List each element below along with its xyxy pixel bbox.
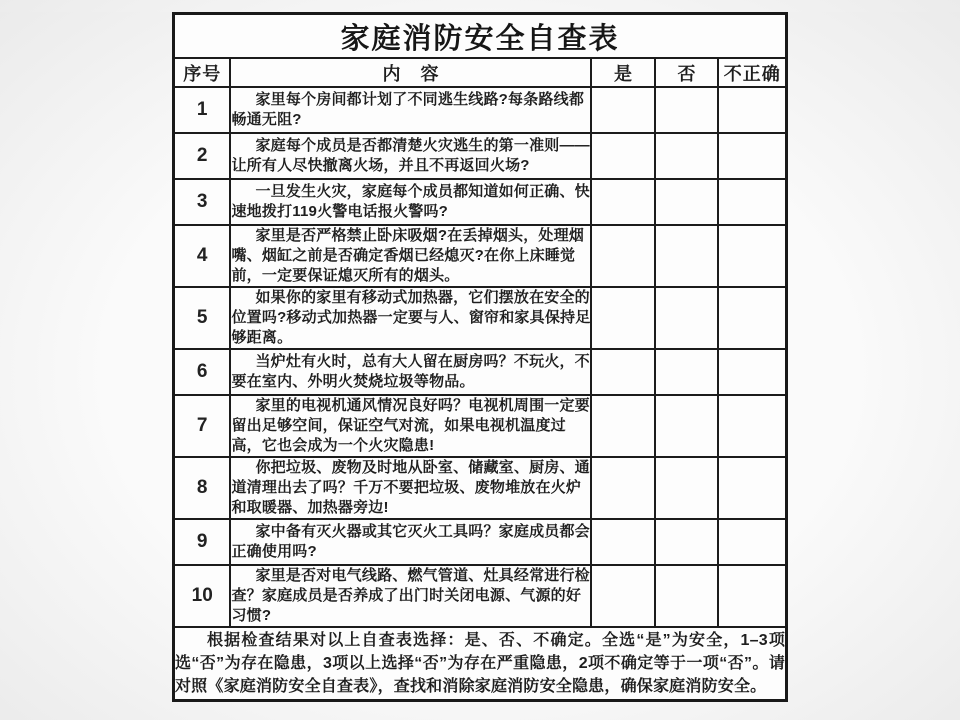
row-content xyxy=(230,287,591,349)
row-content-text: 家里是否对电气线路、燃气管道、灶具经常进行检查？家庭成员是否养成了出门时关闭电源、气源的好习惯? xyxy=(231,567,590,624)
no-cell xyxy=(655,519,718,565)
row-number: 1 xyxy=(173,87,230,133)
row-content xyxy=(230,87,591,133)
incorrect-cell xyxy=(718,179,786,225)
footer-row xyxy=(173,627,786,701)
incorrect-cell xyxy=(718,565,786,627)
yes-cell xyxy=(591,395,655,457)
table-row xyxy=(173,565,786,627)
no-cell xyxy=(655,349,718,395)
incorrect-cell xyxy=(718,395,786,457)
table-row xyxy=(173,395,786,457)
title-row xyxy=(173,14,786,59)
no-cell xyxy=(655,565,718,627)
incorrect-cell xyxy=(718,225,786,287)
yes-cell xyxy=(591,287,655,349)
row-number: 4 xyxy=(173,225,230,287)
row-number: 9 xyxy=(173,519,230,565)
yes-cell xyxy=(591,87,655,133)
row-number: 5 xyxy=(173,287,230,349)
document-page xyxy=(0,12,960,720)
column-header-yes: 是 xyxy=(591,58,655,87)
incorrect-cell xyxy=(718,287,786,349)
table-row xyxy=(173,287,786,349)
incorrect-cell xyxy=(718,457,786,519)
no-cell xyxy=(655,225,718,287)
row-number: 3 xyxy=(173,179,230,225)
row-content xyxy=(230,133,591,179)
no-cell xyxy=(655,179,718,225)
fire-safety-checklist-table xyxy=(172,12,788,702)
row-content-text: 你把垃圾、废物及时地从卧室、储藏室、厨房、通道清理出去了吗？千万不要把垃圾、废物堆放在火炉和取暖器、加热器旁边! xyxy=(231,459,590,516)
column-header-incorrect: 不正确 xyxy=(718,58,786,87)
yes-cell xyxy=(591,133,655,179)
column-header-no: 否 xyxy=(655,58,718,87)
column-header-number: 序号 xyxy=(173,58,230,87)
row-content xyxy=(230,179,591,225)
row-content xyxy=(230,349,591,395)
column-header-content: 内 容 xyxy=(230,58,591,87)
row-content-text: 家庭每个成员是否都清楚火灾逃生的第一准则——让所有人尽快撤离火场，并且不再返回火场? xyxy=(231,137,590,174)
row-content-text: 家中备有灭火器或其它灭火工具吗？家庭成员都会正确使用吗? xyxy=(231,523,590,560)
table-row xyxy=(173,519,786,565)
row-number: 6 xyxy=(173,349,230,395)
incorrect-cell xyxy=(718,133,786,179)
row-content xyxy=(230,225,591,287)
no-cell xyxy=(655,87,718,133)
yes-cell xyxy=(591,225,655,287)
yes-cell xyxy=(591,565,655,627)
row-content-text: 家里每个房间都计划了不同逃生线路?每条路线都畅通无阻? xyxy=(231,91,585,128)
row-content-text: 当炉灶有火时，总有大人留在厨房吗？不玩火，不要在室内、外明火焚烧垃圾等物品。 xyxy=(231,353,590,390)
table-row xyxy=(173,87,786,133)
incorrect-cell xyxy=(718,519,786,565)
row-content xyxy=(230,519,591,565)
row-content xyxy=(230,395,591,457)
table-row xyxy=(173,457,786,519)
row-content-text: 一旦发生火灾，家庭每个成员都知道如何正确、快速地拨打119火警电话报火警吗? xyxy=(231,183,590,220)
column-header-row xyxy=(173,58,786,87)
yes-cell xyxy=(591,519,655,565)
row-number: 7 xyxy=(173,395,230,457)
no-cell xyxy=(655,457,718,519)
table-row xyxy=(173,179,786,225)
row-number: 2 xyxy=(173,133,230,179)
row-content xyxy=(230,457,591,519)
yes-cell xyxy=(591,349,655,395)
no-cell xyxy=(655,133,718,179)
row-content xyxy=(230,565,591,627)
yes-cell xyxy=(591,457,655,519)
footer-note-text: 根据检查结果对以上自查表选择：是、否、不确定。全选“是”为安全，1–3项选“否”为存在隐患，3项以上选择“否”为存在严重隐患，2项不确定等于一项“否”。请对照《家庭消防安全自查表》，查找和消除家庭消防安全隐患，确保家庭消防安全。 xyxy=(174,632,786,695)
no-cell xyxy=(655,287,718,349)
row-number: 10 xyxy=(173,565,230,627)
table-row xyxy=(173,225,786,287)
table-row xyxy=(173,349,786,395)
no-cell xyxy=(655,395,718,457)
table-row xyxy=(173,133,786,179)
yes-cell xyxy=(591,179,655,225)
row-number: 8 xyxy=(173,457,230,519)
incorrect-cell xyxy=(718,349,786,395)
row-content-text: 家里是否严格禁止卧床吸烟?在丢掉烟头，处理烟嘴、烟缸之前是否确定香烟已经熄灭?在你上床睡觉前，一定要保证熄灭所有的烟头。 xyxy=(231,227,585,284)
row-content-text: 如果你的家里有移动式加热器，它们摆放在安全的位置吗?移动式加热器一定要与人、窗帘和家具保持足够距离。 xyxy=(231,289,591,346)
row-content-text: 家里的电视机通风情况良好吗？电视机周围一定要留出足够空间，保证空气对流，如果电视机温度过高，它也会成为一个火灾隐患! xyxy=(231,397,590,454)
incorrect-cell xyxy=(718,87,786,133)
footer-note xyxy=(173,627,786,701)
document-title: 家庭消防安全自查表 xyxy=(173,14,786,59)
